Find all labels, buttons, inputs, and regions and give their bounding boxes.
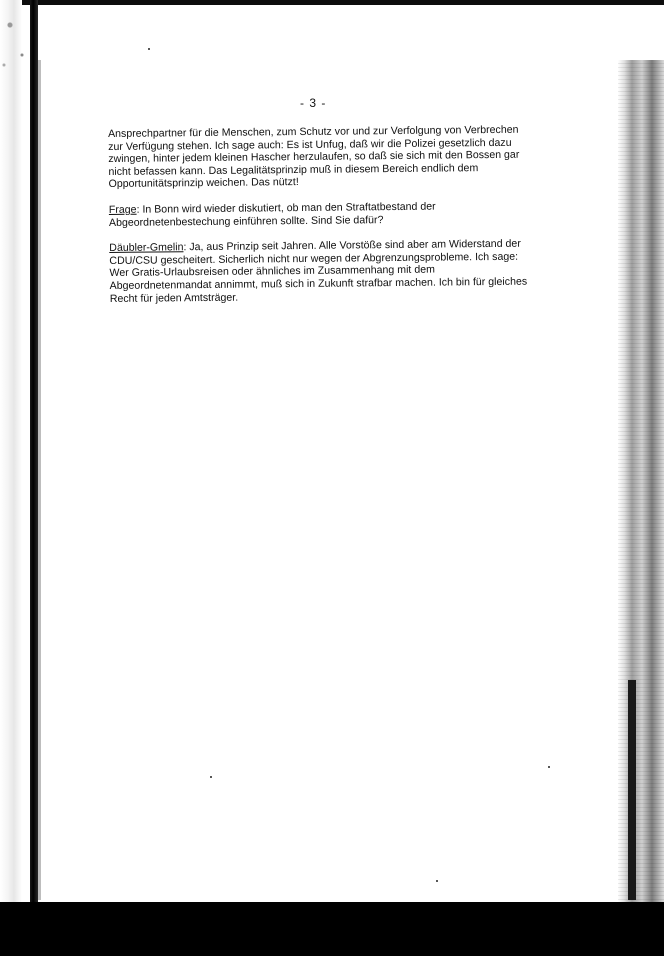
scan-speck (148, 48, 150, 50)
document-body (108, 124, 528, 318)
speaker-label: Frage (108, 203, 137, 216)
speaker-label: Däubler-Gmelin (109, 241, 184, 255)
scan-binding-shadow (30, 0, 38, 905)
scan-right-dark-mark (628, 680, 636, 900)
scan-speck (548, 766, 550, 768)
page-number: - 3 - (300, 96, 327, 110)
scan-binding-edge (38, 60, 41, 900)
scan-left-margin (0, 0, 22, 956)
paragraph (109, 238, 528, 305)
paragraph-text: : Ja, aus Prinzip seit Jahren. Alle Vorstöße sind aber am Widerstand der CDU/CSU gescheitert. Sicherlich nicht nur wegen der Abgrenzungsprobleme. Ich sage: Wer Gratis-Urlaubsreisen oder ähnliches im Zusammenhang mit dem Abgeordnetenmandat annimmt, muß sich in Zukunft strafbar machen. Ich bin für gleiches Recht für jeden Amtsträger. (109, 237, 528, 305)
scan-top-edge (0, 0, 664, 5)
scan-bottom-edge (0, 902, 664, 956)
paragraph (108, 124, 527, 191)
paragraph-text: Ansprechpartner für die Menschen, zum Schutz vor und zur Verfolgung von Verbrechen zur Verfügung stehen. Ich sage auch: Es ist Unfug, daß wir die Polizei gesetzlich dazu zwingen, hinter jedem kleinen Hascher herzulaufen, so daß sie sich mit den Bossen gar nicht befassen kann. Das Legalitätsprinzip muß in diesem Bereich endlich dem Opportunitätsprinzip weichen. Das nützt! (108, 123, 520, 191)
scan-speck (436, 880, 438, 882)
scan-right-edge (618, 60, 664, 920)
paragraph (109, 200, 527, 230)
scan-speck (210, 776, 212, 778)
paragraph-text: : In Bonn wird wieder diskutiert, ob man den Straftatbestand der Abgeordnetenbestechung einführen sollte. Sind Sie dafür? (108, 200, 436, 229)
